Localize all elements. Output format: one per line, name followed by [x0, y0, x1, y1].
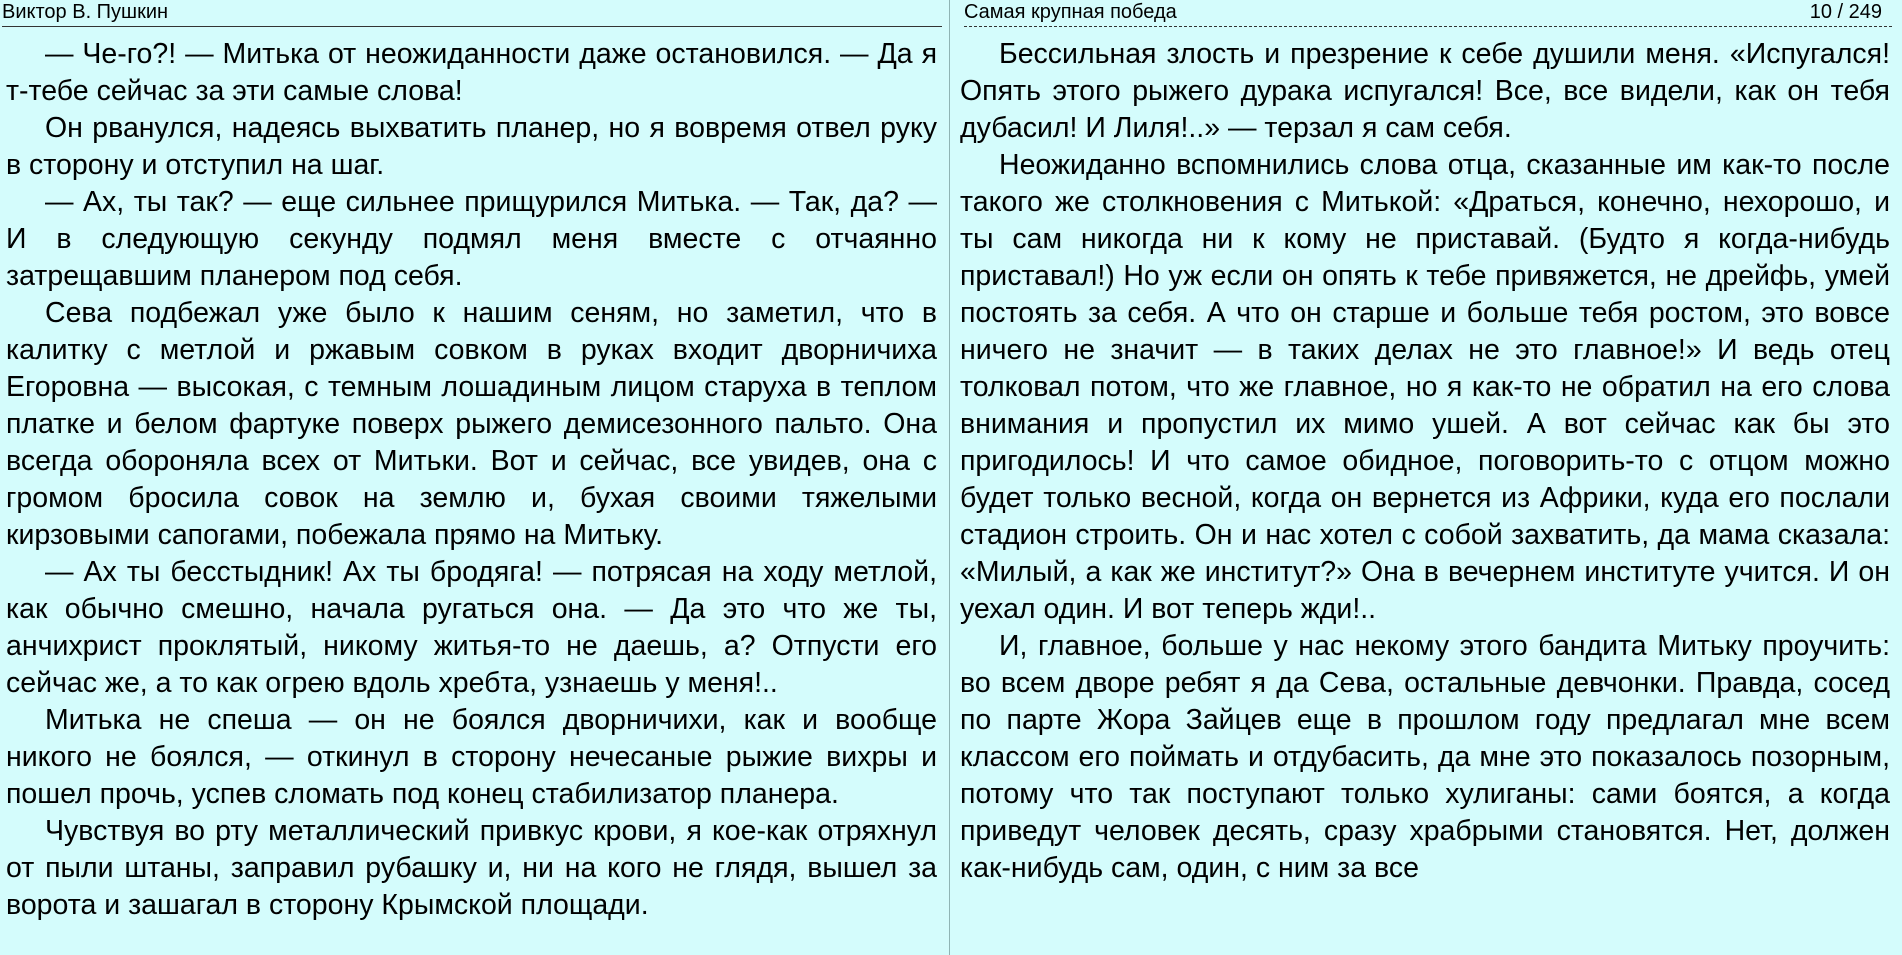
book-title: Самая крупная победа [964, 1, 1177, 23]
paragraph: — Ах, ты так? — еще сильнее прищурился Митька. — Так, да? — И в следующую секунду подмял меня вместе с отчаянно затрещавшим планером под себя. [6, 186, 937, 292]
right-page-header [964, 0, 1892, 27]
paragraph: — Че-го?! — Митька от неожиданности даже остановился. — Да я т-тебе сейчас за эти самые слова! [6, 38, 937, 107]
paragraph: Бессильная злость и презрение к себе душили меня. «Испугался! Опять этого рыжего дурака испугался! Все, все видели, как он тебя дубасил! И Лиля!..» — терзал я сам себя. [960, 38, 1890, 144]
left-page-header [2, 0, 942, 27]
left-page[interactable] [0, 0, 950, 955]
paragraph: Сева подбежал уже было к нашим сеням, но заметил, что в калитку с метлой и ржавым совком в руках входит дворничиха Егоровна — высокая, с темным лошадиным лицом старуха в теплом платке и белом фартуке поверх рыжего демисезонного пальто. Она всегда обороняла всех от Митьки. Вот и сейчас, все увидев, она с громом бросила совок на землю и, бухая своими тяжелыми кирзовыми сапогами, побежала прямо на Митьку. [6, 297, 937, 551]
right-page-text [960, 36, 1890, 887]
paragraph: Неожиданно вспомнились слова отца, сказанные им как-то после такого же столкновения с Митькой: «Драться, конечно, нехорошо, и ты сам никогда ни к кому не приставай. (Будто я когда-нибудь приставал!) Но уж если он опять к тебе привяжется, не дрейфь, умей постоять за себя. А что он старше и больше тебя ростом, это вовсе ничего не значит — в таких делах не это главное!» И ведь отец толковал потом, что же главное, но я как-то не обратил на его слова внимания и пропустил их мимо ушей. А вот сейчас как бы это пригодилось! И что самое обидное, поговорить-то с отцом можно будет только весной, когда он вернется из Африки, куда его послали стадион строить. Он и нас хотел с собой захватить, да мама сказала: «Милый, а как же институт?» Она в вечернем институте учится. И он уехал один. И вот теперь жди!.. [960, 149, 1890, 625]
paragraph: И, главное, больше у нас некому этого бандита Митьку проучить: во всем дворе ребят я да Сева, остальные девчонки. Правда, сосед по парте Жора Зайцев еще в прошлом году предлагал мне всем классом его поймать и отдубасить, да мне это показалось позорным, потому что так поступают только хулиганы: сами боятся, а когда приведут человек десять, сразу храбрыми становятся. Нет, должен как-нибудь сам, один, с ним за все [960, 630, 1890, 884]
paragraph: Чувствуя во рту металлический привкус крови, я кое-как отряхнул от пыли штаны, заправил рубашку и, ни на кого не глядя, вышел за ворота и зашагал в сторону Крымской площади. [6, 815, 937, 921]
left-page-text [6, 36, 937, 924]
right-page[interactable] [952, 0, 1902, 955]
paragraph: Митька не спеша — он не боялся дворничихи, как и вообще никого не боялся, — откинул в сторону нечесаные рыжие вихры и пошел прочь, успев сломать под конец стабилизатор планера. [6, 704, 937, 810]
author-name: Виктор В. Пушкин [2, 1, 169, 23]
paragraph: — Ах ты бесстыдник! Ах ты бродяга! — потрясая на ходу метлой, как обычно смешно, начала ругаться она. — Да это что же ты, анчихрист проклятый, никому житья-то не даешь, а? Отпусти его сейчас же, а то как огрею вдоль хребта, узнаешь у меня!.. [6, 556, 937, 699]
page-divider [949, 0, 950, 955]
page-indicator: 10 / 249 [1809, 1, 1882, 23]
paragraph: Он рванулся, надеясь выхватить планер, но я вовремя отвел руку в сторону и отступил на шаг. [6, 112, 937, 181]
